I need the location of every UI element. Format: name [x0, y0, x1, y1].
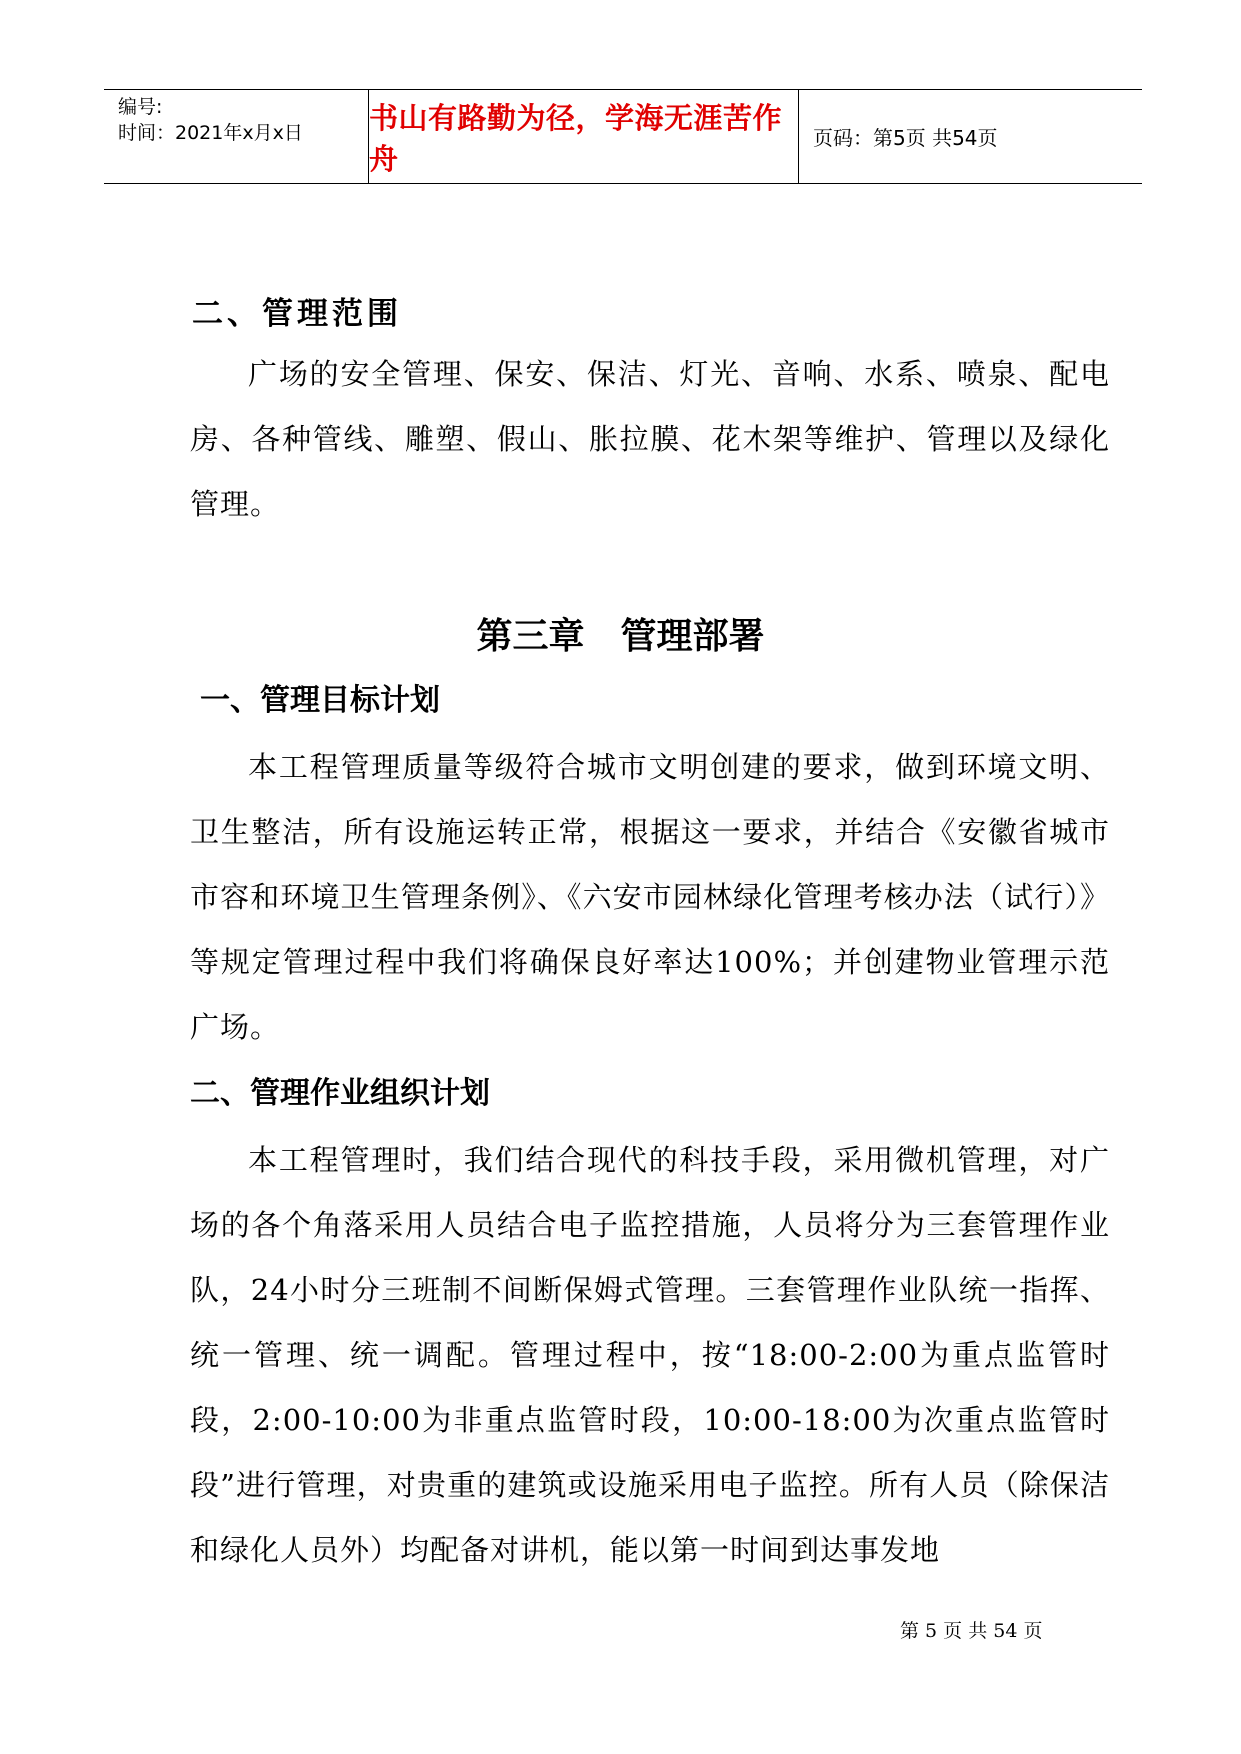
section-heading-organization: 二、管理作业组织计划 — [190, 1076, 490, 1111]
page-footer: 第 5 页 共 54 页 — [900, 1620, 1043, 1642]
header-page-number: 页码：第5页 共54页 — [813, 126, 998, 150]
motto-text: 书山有路勤为径，学海无涯苦作舟 — [369, 100, 783, 176]
chapter-title: 第三章 管理部署 — [476, 616, 765, 657]
section-heading-goal: 一、管理目标计划 — [200, 683, 440, 718]
document-time-label: 时间：2021年x月x日 — [118, 122, 303, 144]
paragraph-goal: 本工程管理质量等级符合城市文明创建的要求，做到环境文明、卫生整洁，所有设施运转正常，根据这一要求，并结合《安徽省城市市容和环境卫生管理条例》、《六安市园林绿化管理考核办法（试行）》等规定管理过程中我们将确保良好率达100%；并创建物业管理示范广场。 — [190, 750, 1110, 1044]
document-number-label: 编号: — [118, 96, 163, 118]
paragraph-organization: 本工程管理时，我们结合现代的科技手段，采用微机管理，对广场的各个角落采用人员结合电子监控措施，人员将分为三套管理作业队，24小时分三班制不间断保姆式管理。三套管理作业队统一指挥、统一管理、统一调配。管理过程中，按“18:00-2:00为重点监管时段，2:00-10:00为非重点监管时段，10:00-18:00为次重点监管时段”进行管理，对贵重的建筑或设施采用电子监控。所有人员（除保洁和绿化人员外）均配备对讲机，能以第一时间到达事发地 — [190, 1143, 1110, 1567]
page-header — [104, 89, 1142, 184]
header-motto-cell — [369, 90, 799, 183]
section-heading-scope: 二、管理范围 — [192, 296, 402, 332]
header-info-cell — [104, 90, 369, 183]
paragraph-scope: 广场的安全管理、保安、保洁、灯光、音响、水系、喷泉、配电房、各种管线、雕塑、假山、胀拉膜、花木架等维护、管理以及绿化管理。 — [190, 357, 1110, 521]
header-page-cell — [799, 90, 1142, 183]
